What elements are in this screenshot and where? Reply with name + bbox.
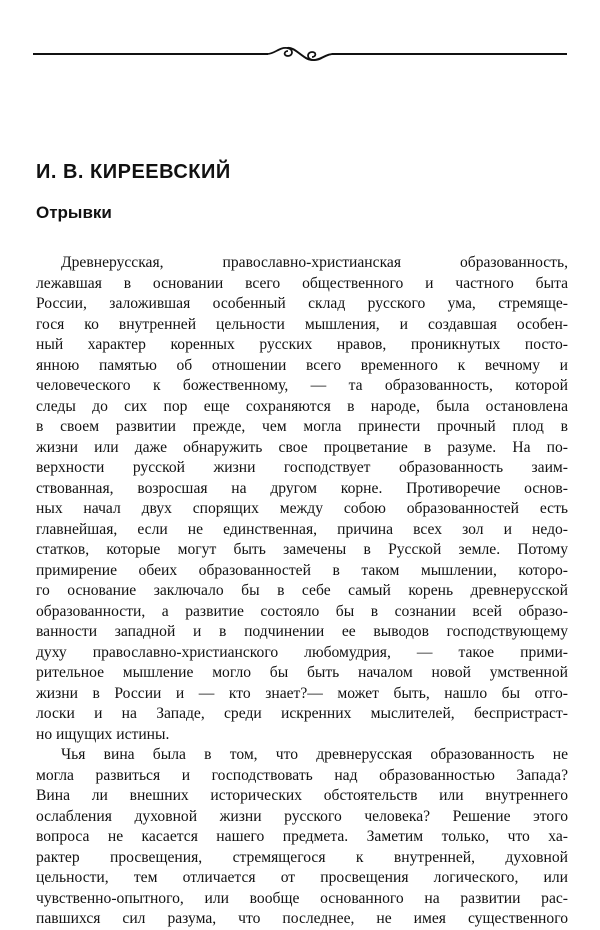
text-line: Чья вина была в том, что древнерусская образованность не [61, 746, 568, 763]
section-subtitle: Отрывки [36, 203, 112, 222]
text-line: павшихся сил разума, что последнее, не имея существенного [36, 910, 568, 927]
text-line: янною памятью об отношении всего временного к вечному и [36, 356, 568, 374]
text-line: следы до сих пор еще сохраняются в народе, была остановлена [36, 397, 568, 415]
paragraph [36, 253, 568, 745]
paragraph [36, 745, 568, 930]
text-line: примирение обеих образованностей в таком мышлении, которо- [36, 561, 568, 579]
header-rule [33, 42, 567, 66]
text-line: духу православно-христианского любомудрия, — такое прими- [36, 643, 568, 661]
text-line: но ищущих истины. [36, 725, 170, 743]
text-line: вопроса не касается нашего предмета. Заметим только, что ха- [36, 828, 568, 845]
text-line: Древнерусская, православно-христианская образованность, [61, 254, 568, 271]
text-line: ный характер коренных русских нравов, проникнутых посто- [36, 336, 568, 353]
text-line: Вина ли внешних исторических обстоятельств или внутреннего [36, 787, 568, 804]
text-line: лоски и на Западе, среди искренних мыслителей, беспристраст- [36, 705, 568, 722]
rule-line-left [33, 53, 268, 55]
text-line: ослабления духовной жизни русского человека? Решение этого [36, 807, 568, 825]
text-line: в своем развитии прежде, чем могла принести прочный плод в [36, 418, 568, 435]
text-line: верхности русской жизни господствует образованность заим- [36, 459, 568, 476]
text-line: гося ко внутренней цельности мышления, и создавшая особен- [36, 315, 568, 333]
text-line: жизни в России и — кто знает?— может быть, нашло бы отго- [36, 684, 568, 702]
text-line: ванности западной и в подчинении ее выводов господствующему [36, 623, 568, 640]
text-line: цельности, тем отличается от просвещения логического, или [36, 869, 568, 886]
text-line: могла развиться и господствовать над образованностью Запада? [36, 766, 568, 784]
text-line: лежавшая в основании всего общественного и частного быта [36, 274, 568, 292]
author-heading: И. В. КИРЕЕВСКИЙ [36, 161, 231, 183]
body-text [36, 253, 568, 930]
text-line: ствованная, возросшая на другом корне. Противоречие основ- [36, 479, 568, 497]
text-line: чувственно-опытного, или вообще основанного на развитии рас- [36, 889, 568, 907]
text-line: ных начал двух спорящих между собою образованностей есть [36, 500, 568, 517]
text-line: жизни или даже обнаружить свое процветание в разуме. На по- [36, 438, 568, 456]
text-line: главнейшая, если не единственная, причина всех зол и недо- [36, 520, 568, 538]
scroll-ornament-icon [265, 42, 335, 66]
text-line: рактер просвещения, стремящегося к внутренней, духовной [36, 848, 568, 866]
rule-line-right [332, 53, 567, 55]
text-line: статков, которые могут быть замечены в Русской земле. Потому [36, 541, 568, 558]
text-line: образованности, а развитие состояло бы в сознании всей образо- [36, 602, 568, 620]
text-line: России, заложившая особенный склад русского ума, стремяще- [36, 295, 568, 312]
text-line: го основание заключало бы в себе самый корень древнерусской [36, 582, 568, 599]
text-line: рительное мышление могло бы быть началом новой умственной [36, 664, 568, 681]
text-line: человеческого к божественному, — та образованность, которой [36, 377, 568, 394]
